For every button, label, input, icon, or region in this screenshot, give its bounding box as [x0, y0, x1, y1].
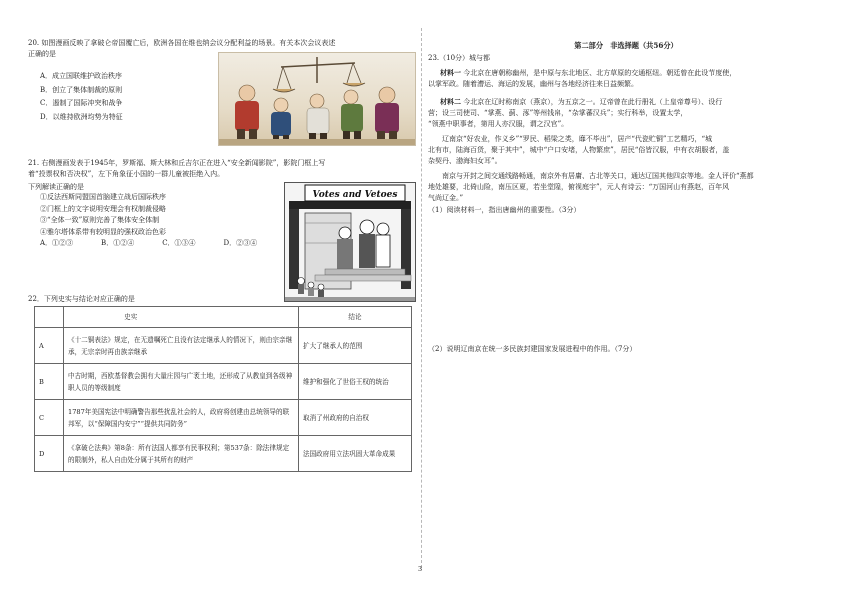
- table-row: [35, 328, 412, 364]
- q21-stem-line2: 着“投票权和否决权”，左下角象征小国的一群儿童被拒绝入内。: [28, 170, 225, 178]
- q21-statement-4: ④雅尔塔体系带有较明显的强权政治色彩: [40, 227, 166, 236]
- material-two-text-3: “领燕中职事者，第用人亦汉服，谓之汉官”。: [428, 120, 569, 128]
- q21-statement-1: ①反法西斯同盟国首脑建立战后国际秩序: [40, 193, 166, 201]
- material-two-label: 材料二: [440, 97, 461, 106]
- question-20-stem: [28, 38, 336, 60]
- congress-of-vienna-cartoon: [218, 52, 416, 146]
- votes-and-vetoes-cartoon: [284, 182, 416, 302]
- table-row: [35, 436, 412, 472]
- q21-options: A．①②③ B．①②④ C．①③④ D．②③④: [40, 239, 258, 248]
- sub-question-2: （2）说明辽南京在统一多民族封建国家发展进程中的作用。（7分）: [428, 345, 637, 353]
- material-two: [428, 96, 824, 204]
- material-two-text-6: 杂契丹、渤海妇女耳”。: [428, 157, 502, 165]
- row-fact: 《十二铜表法》规定，在无遗嘱死亡且没有法定继承人的情况下，则由宗亲继承，无宗亲时再由族亲继承: [64, 328, 299, 364]
- q20-option-b: B．创立了集体制裁的原则: [40, 85, 123, 94]
- q21-statement-2: ②门框上的文字说明安理会有权制裁侵略: [40, 204, 166, 213]
- row-fact: 《拿破仑法典》第8条：所有法国人都享有民事权利；第537条：除法律规定的限制外，私人自由处分属于其所有的财产: [64, 436, 299, 472]
- table-header-row: [35, 307, 412, 328]
- column-divider: [421, 28, 422, 568]
- q21-stem-line3: 下列解读正确的是: [28, 183, 84, 191]
- sub-question-1: （1）阅读材料一，指出唐幽州的重要性。（3分）: [428, 206, 581, 214]
- material-two-text-4: 辽南京“好农业，作义乡”“罗民、稻梁之类，靡不毕出”，居产“代瓷贮铜”工艺精巧，“城: [428, 135, 713, 143]
- row-fact: 1787年美国宪法中明确警告那些扰乱社会的人，政府将创建由总统领导的联邦军，以“保障国内安宁”“提供共同防务”: [64, 400, 299, 436]
- material-two-text-5: 北有市，陆海百货，聚于其中”，城中“户口安堵，人物繁庶”，居民“俗皆汉服，中有衣胡服者，盖: [428, 146, 730, 154]
- q20-stem-line1: 20. 如图漫画反映了拿破仑帝国覆亡后，欧洲各国在维也纳会议分配利益的场景。有关本次会议表述: [28, 39, 336, 47]
- table-header-fact: 史实: [64, 307, 299, 328]
- question-21-statements: [28, 192, 257, 250]
- material-one-line-1: [428, 67, 824, 79]
- row-conclusion: 维护和强化了世俗王权的统治: [299, 364, 412, 400]
- material-one-label: 材料一: [440, 68, 461, 77]
- cartoon-drawing-21: [285, 183, 415, 301]
- material-two-text-2: 营；设三司使司、“掌燕、蓟、涿”等州钱帛，“杂掌蕃汉兵”；实行科举，设置太学，: [428, 109, 688, 117]
- material-two-text-9: 气尚辽金。”: [428, 194, 464, 202]
- material-one: [428, 67, 824, 90]
- material-two-text-1: 今北京在辽时称南京（燕京），为五京之一。辽帝曾在此行册礼（上皇帝尊号）、设行: [463, 98, 723, 106]
- material-one-text-1: 今北京在唐朝称幽州，是中原与东北地区、北方草原的交通枢纽。朝廷曾在此设节度使，: [463, 69, 737, 77]
- question-20-options: [40, 70, 123, 124]
- right-column: [428, 40, 824, 353]
- q21-statement-3: ③“全体一致”原则完善了集体安全体制: [40, 216, 160, 225]
- q21-stem-line1: 21. 右侧漫画发表于1945年，罗斯福、斯大林和丘吉尔正在进入“安全新闻影院”，影院门框上写: [28, 159, 326, 167]
- row-label: C: [35, 400, 64, 436]
- q20-option-a: A．成立国联维护政治秩序: [40, 72, 123, 80]
- row-conclusion: 扩大了继承人的范围: [299, 328, 412, 364]
- part-two-title: 第二部分 非选择题（共56分）: [574, 41, 678, 50]
- q20-option-d: D．以维持欧洲均势为特征: [40, 112, 123, 121]
- question-22-stem: 22．下列史实与结论对应正确的是: [28, 295, 135, 303]
- material-two-text-8: 地处雄要，北倚山险，南压区夏，若坐堂隍，俯视庭宇”，元人有诗云：“万国河山有燕赵，百年风: [428, 183, 730, 191]
- row-conclusion: 取消了州政府的自治权: [299, 400, 412, 436]
- table-header-blank: [35, 307, 64, 328]
- row-label: D: [35, 436, 64, 472]
- material-two-text-7: 南京与开封之间交通线路畅通，南京外有居庸、古北等关口，通达辽国其他四京等地。金人评价“燕都: [428, 172, 754, 180]
- material-one-text-2: 以掌军政。随着漕运、海运的发展，幽州与各地经济往来日益频繁。: [428, 80, 638, 88]
- q20-option-c: C．遏制了国际冲突和战争: [40, 99, 123, 107]
- row-label: A: [35, 328, 64, 364]
- row-label: B: [35, 364, 64, 400]
- table-row: [35, 400, 412, 436]
- row-conclusion: 法国政府用立法巩固大革命成果: [299, 436, 412, 472]
- row-fact: 中古时期，西欧基督教会拥有大量庄园与广袤土地，还形成了从教皇到各级神职人员的等级制度: [64, 364, 299, 400]
- cartoon-drawing: [219, 53, 415, 145]
- question-22-table: [34, 306, 412, 472]
- material-two-line-1: [428, 96, 824, 108]
- q20-stem-line2: 正确的是: [28, 50, 56, 58]
- cartoon-sign-text: Votes and Vetoes: [312, 190, 398, 200]
- table-row: [35, 364, 412, 400]
- page-number: 3: [418, 565, 423, 573]
- table-header-conclusion: 结论: [299, 307, 412, 328]
- question-23-heading: 23.（10分）城与都: [428, 54, 491, 62]
